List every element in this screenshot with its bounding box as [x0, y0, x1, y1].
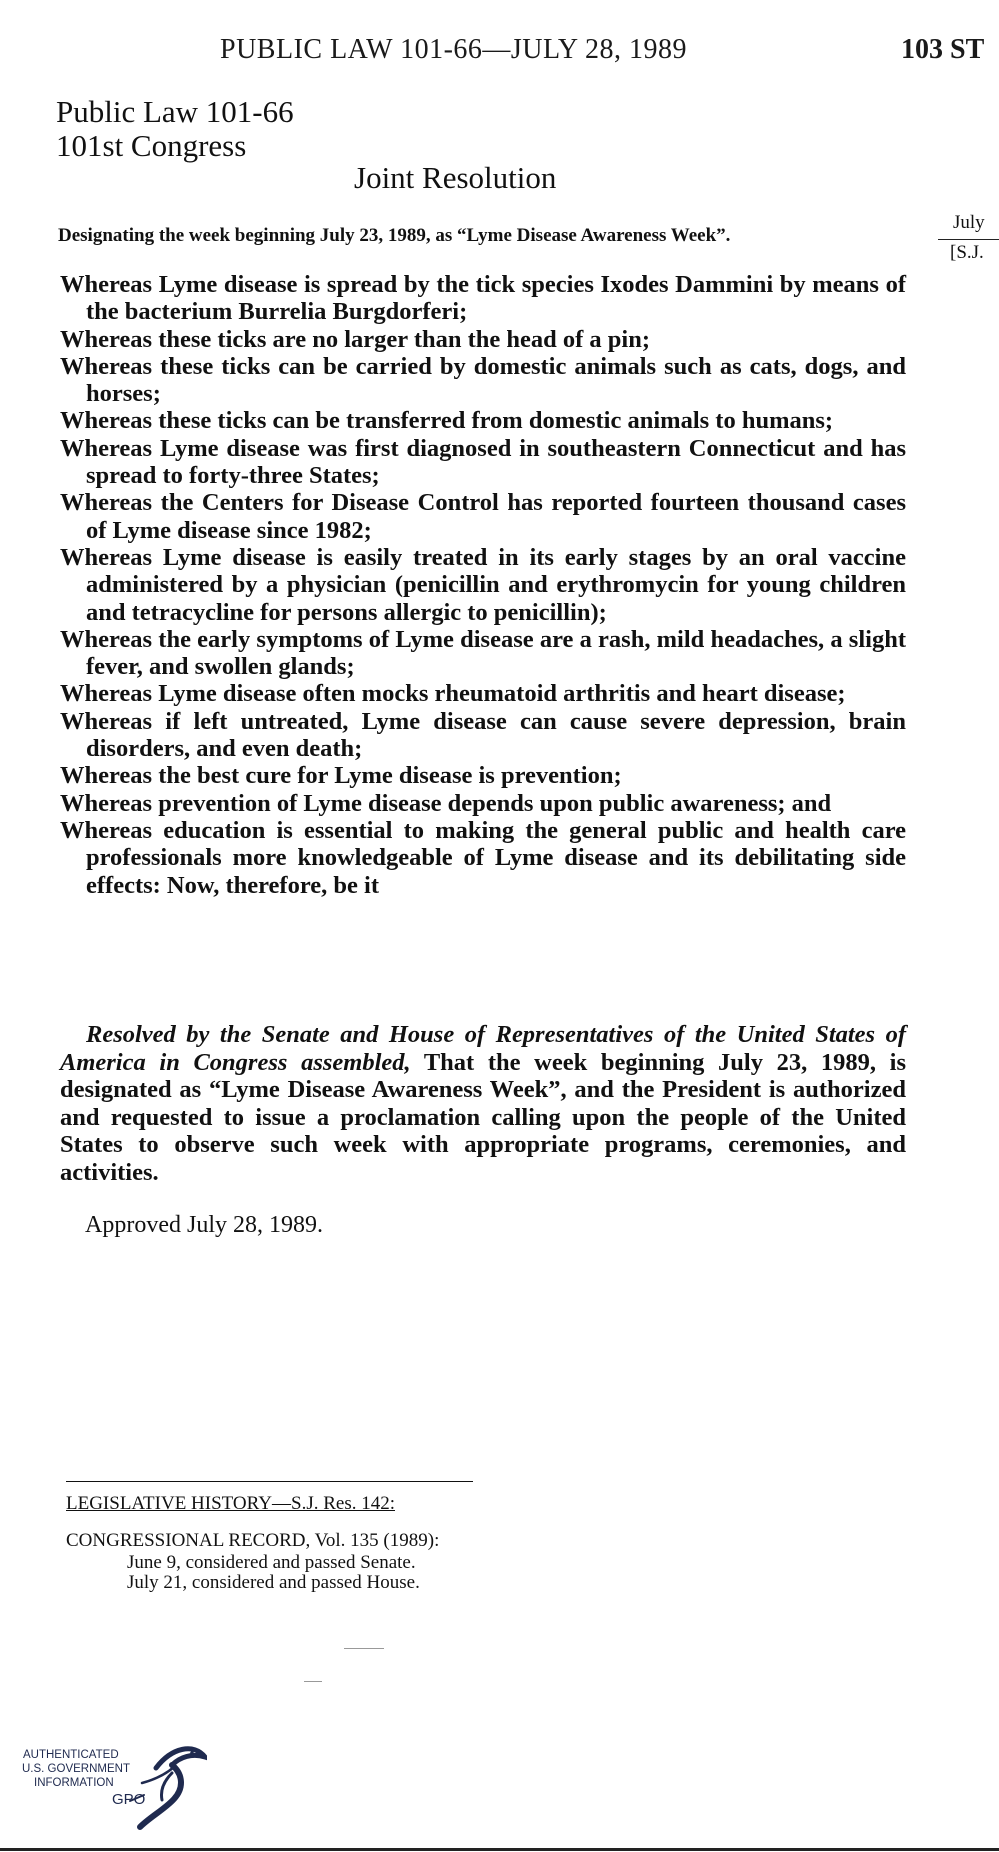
- whereas-clause: Whereas Lyme disease was first diagnosed in southeastern Connecticut and has spread to forty-three States;: [60, 434, 906, 490]
- resolution-body: That the week beginning July 23, 1989, is designated as “Lyme Disease Awareness Week”, and the President is authorized and requested to issue a proclamation calling upon the people of the United States to observe such week with appropriate programs, ceremonies, and activities.: [60, 1048, 906, 1186]
- approval-line: Approved July 28, 1989.: [85, 1212, 323, 1238]
- bottom-border: [0, 1848, 999, 1851]
- seal-text-line: INFORMATION: [34, 1777, 114, 1789]
- law-number: Public Law 101-66: [56, 94, 294, 129]
- whereas-clause: Whereas Lyme disease is spread by the tick species Ixodes Dammini by means of the bacterium Burrelia Burgdorferi;: [60, 271, 906, 326]
- scan-speck: [304, 1681, 322, 1682]
- purpose-statement: Designating the week beginning July 23, 1989, as “Lyme Disease Awareness Week”.: [58, 225, 731, 246]
- legislative-history-heading: LEGISLATIVE HISTORY—S.J. Res. 142:: [66, 1493, 395, 1514]
- scan-speck: [344, 1648, 384, 1649]
- running-head: PUBLIC LAW 101-66—JULY 28, 1989: [220, 34, 687, 65]
- congressional-record-line: CONGRESSIONAL RECORD, Vol. 135 (1989):: [66, 1530, 440, 1551]
- history-entry: July 21, considered and passed House.: [127, 1572, 420, 1593]
- whereas-clause: Whereas if left untreated, Lyme disease can cause severe depression, brain disorders, and even death;: [60, 707, 906, 763]
- whereas-clause: Whereas these ticks can be carried by domestic animals such as cats, dogs, and horses;: [60, 352, 906, 408]
- seal-text-line: GPO: [112, 1791, 146, 1808]
- whereas-clause: Whereas prevention of Lyme disease depends upon public awareness; and: [60, 789, 832, 817]
- resolution-paragraph: [60, 1021, 906, 1186]
- whereas-clauses: [60, 271, 906, 899]
- seal-text-line: AUTHENTICATED: [23, 1749, 119, 1761]
- whereas-clause: Whereas Lyme disease is easily treated in its early stages by an oral vaccine administered by a physician (penicillin and erythromycin for young children and tetracycline for persons allergic to penicillin);: [60, 543, 906, 626]
- enacting-clause: Resolved by the Senate and House of Representatives of the United States of America in Congress assembled,: [60, 1021, 906, 1076]
- whereas-clause: Whereas these ticks are no larger than the head of a pin;: [60, 325, 651, 353]
- footnote-rule: [66, 1481, 473, 1482]
- seal-text-line: U.S. GOVERNMENT: [22, 1763, 130, 1775]
- eagle-icon: [130, 1749, 205, 1827]
- congress-number: 101st Congress: [56, 128, 247, 163]
- margin-note-bill: [S.J.: [950, 242, 984, 263]
- whereas-clause: Whereas the best cure for Lyme disease is prevention;: [60, 762, 622, 790]
- margin-note-rule: [938, 239, 999, 240]
- whereas-clause: Whereas education is essential to making the general public and health care professionals more knowledgeable of Lyme disease and its debilitating side effects: Now, therefore, be it: [60, 816, 906, 899]
- gpo-authentication-seal: [22, 1743, 207, 1835]
- whereas-clause: Whereas the early symptoms of Lyme disease are a rash, mild headaches, a slight fever, and swollen glands;: [60, 625, 906, 681]
- margin-note-date: July: [953, 212, 985, 233]
- whereas-clause: Whereas these ticks can be transferred from domestic animals to humans;: [60, 407, 834, 435]
- statute-page-number: 103 ST: [901, 34, 985, 65]
- document-type-heading: Joint Resolution: [354, 160, 557, 195]
- history-entry: June 9, considered and passed Senate.: [127, 1552, 416, 1573]
- whereas-clause: Whereas the Centers for Disease Control has reported fourteen thousand cases of Lyme disease since 1982;: [60, 489, 906, 544]
- whereas-clause: Whereas Lyme disease often mocks rheumatoid arthritis and heart disease;: [60, 680, 846, 708]
